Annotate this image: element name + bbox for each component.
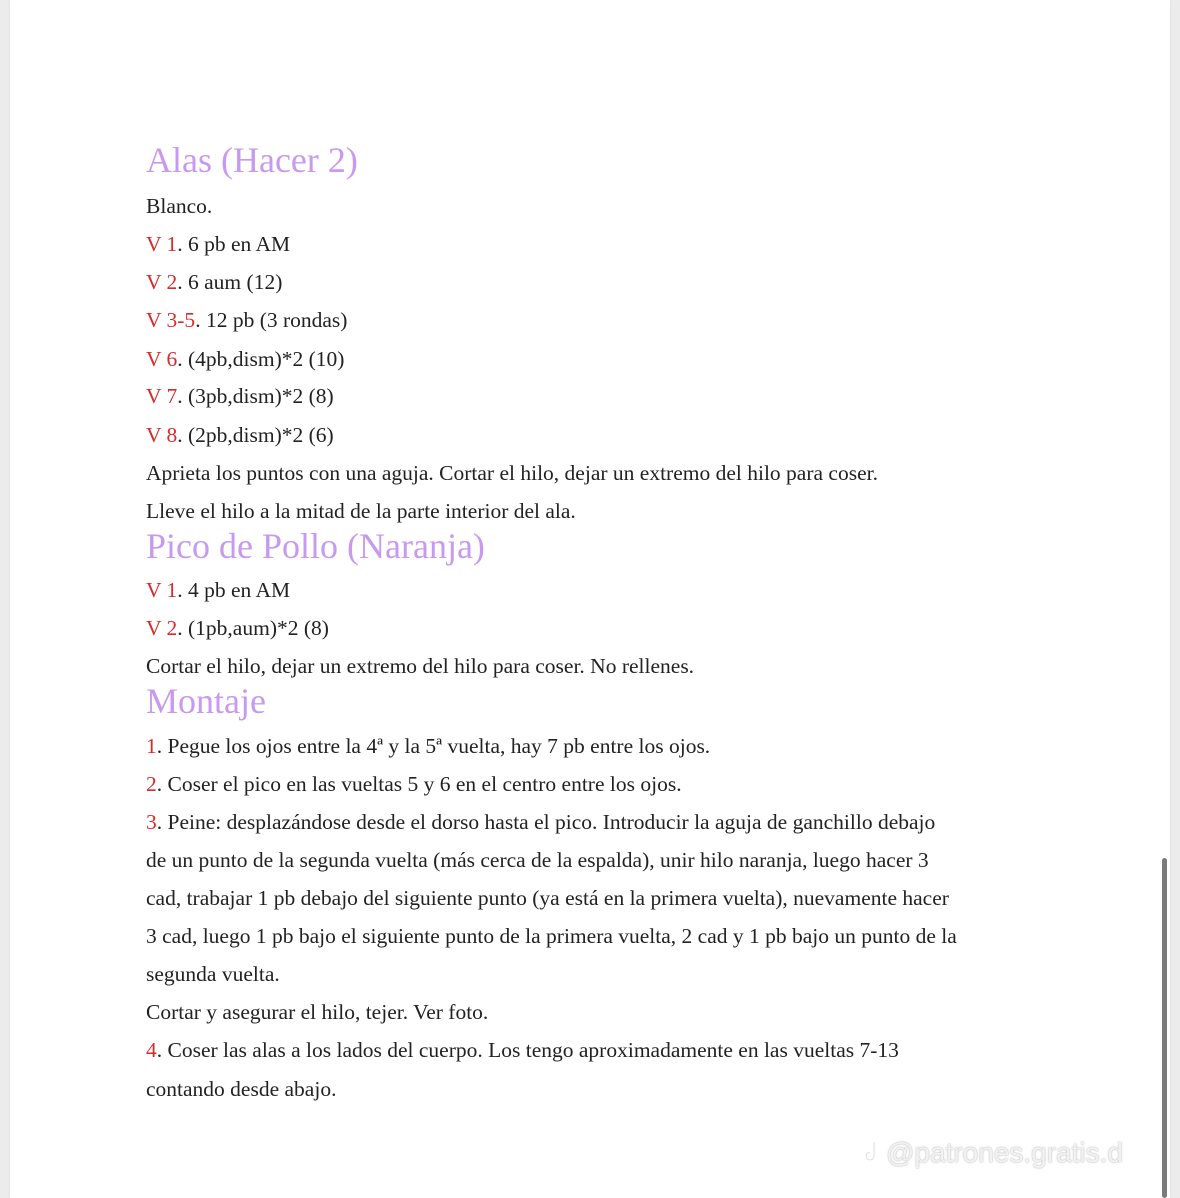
pico-row [146,576,290,604]
row-label: V 2 [146,270,178,294]
step-text: . Coser el pico en las vueltas 5 y 6 en el centro entre los ojos. [156,772,682,796]
row-text: . 6 pb en AM [177,232,291,256]
montaje-step [146,1036,899,1064]
row-label: V 6 [146,347,178,371]
row-label: V 7 [146,384,178,408]
montaje-step [146,808,935,836]
pico-note: Cortar el hilo, dejar un extremo del hilo para coser. No rellenes. [146,654,695,678]
step-text: . Peine: desplazándose desde el dorso hasta el pico. Introducir la aguja de ganchillo debajo [156,810,936,834]
alas-row [146,345,344,373]
row-text: . (4pb,dism)*2 (10) [177,347,345,371]
alas-row [146,421,334,449]
step-number: 3 [146,810,157,834]
step-text: . Pegue los ojos entre la 4ª y la 5ª vuelta, hay 7 pb entre los ojos. [156,734,711,758]
montaje-step-continuation: cad, trabajar 1 pb debajo del siguiente punto (ya está en la primera vuelta), nuevamente hacer [146,886,949,910]
document-page [10,0,1170,1198]
montaje-step [146,732,710,760]
row-label: V 2 [146,616,178,640]
row-label: V 3-5 [146,308,196,332]
heading-alas: Alas (Hacer 2) [146,140,358,180]
montaje-step-continuation: 3 cad, luego 1 pb bajo el siguiente punto de la primera vuelta, 2 cad y 1 pb bajo un punto de la [146,924,957,948]
row-label: V 1 [146,232,178,256]
step-number: 2 [146,772,157,796]
alas-color-note: Blanco. [146,194,213,218]
alas-row [146,268,282,296]
row-text: . 4 pb en AM [177,578,291,602]
row-label: V 8 [146,423,178,447]
montaje-step-continuation: segunda vuelta. [146,962,280,986]
watermark-text: @patrones.gratis.d [886,1137,1123,1168]
pico-row [146,614,329,642]
row-text: . (2pb,dism)*2 (6) [177,423,334,447]
step-text: . Coser las alas a los lados del cuerpo. Los tengo aproximadamente en las vueltas 7-13 [156,1038,899,1062]
row-text: . 6 aum (12) [177,270,283,294]
heading-pico: Pico de Pollo (Naranja) [146,526,485,566]
tiktok-icon [862,1139,884,1171]
montaje-step-continuation: Cortar y asegurar el hilo, tejer. Ver foto. [146,1000,489,1024]
alas-note: Lleve el hilo a la mitad de la parte interior del ala. [146,499,576,523]
watermark [862,1137,1123,1171]
alas-row [146,382,334,410]
alas-row [146,230,290,258]
row-text: . (1pb,aum)*2 (8) [177,616,329,640]
row-text: . 12 pb (3 rondas) [195,308,348,332]
row-text: . (3pb,dism)*2 (8) [177,384,334,408]
alas-row [146,306,347,334]
montaje-step-continuation: contando desde abajo. [146,1077,337,1101]
alas-note: Aprieta los puntos con una aguja. Cortar el hilo, dejar un extremo del hilo para coser. [146,461,878,485]
row-label: V 1 [146,578,178,602]
step-number: 4 [146,1038,157,1062]
heading-montaje: Montaje [146,681,266,721]
montaje-step [146,770,682,798]
step-number: 1 [146,734,157,758]
montaje-step-continuation: de un punto de la segunda vuelta (más cerca de la espalda), unir hilo naranja, luego hacer 3 [146,848,929,872]
scrollbar[interactable] [1162,858,1167,1198]
